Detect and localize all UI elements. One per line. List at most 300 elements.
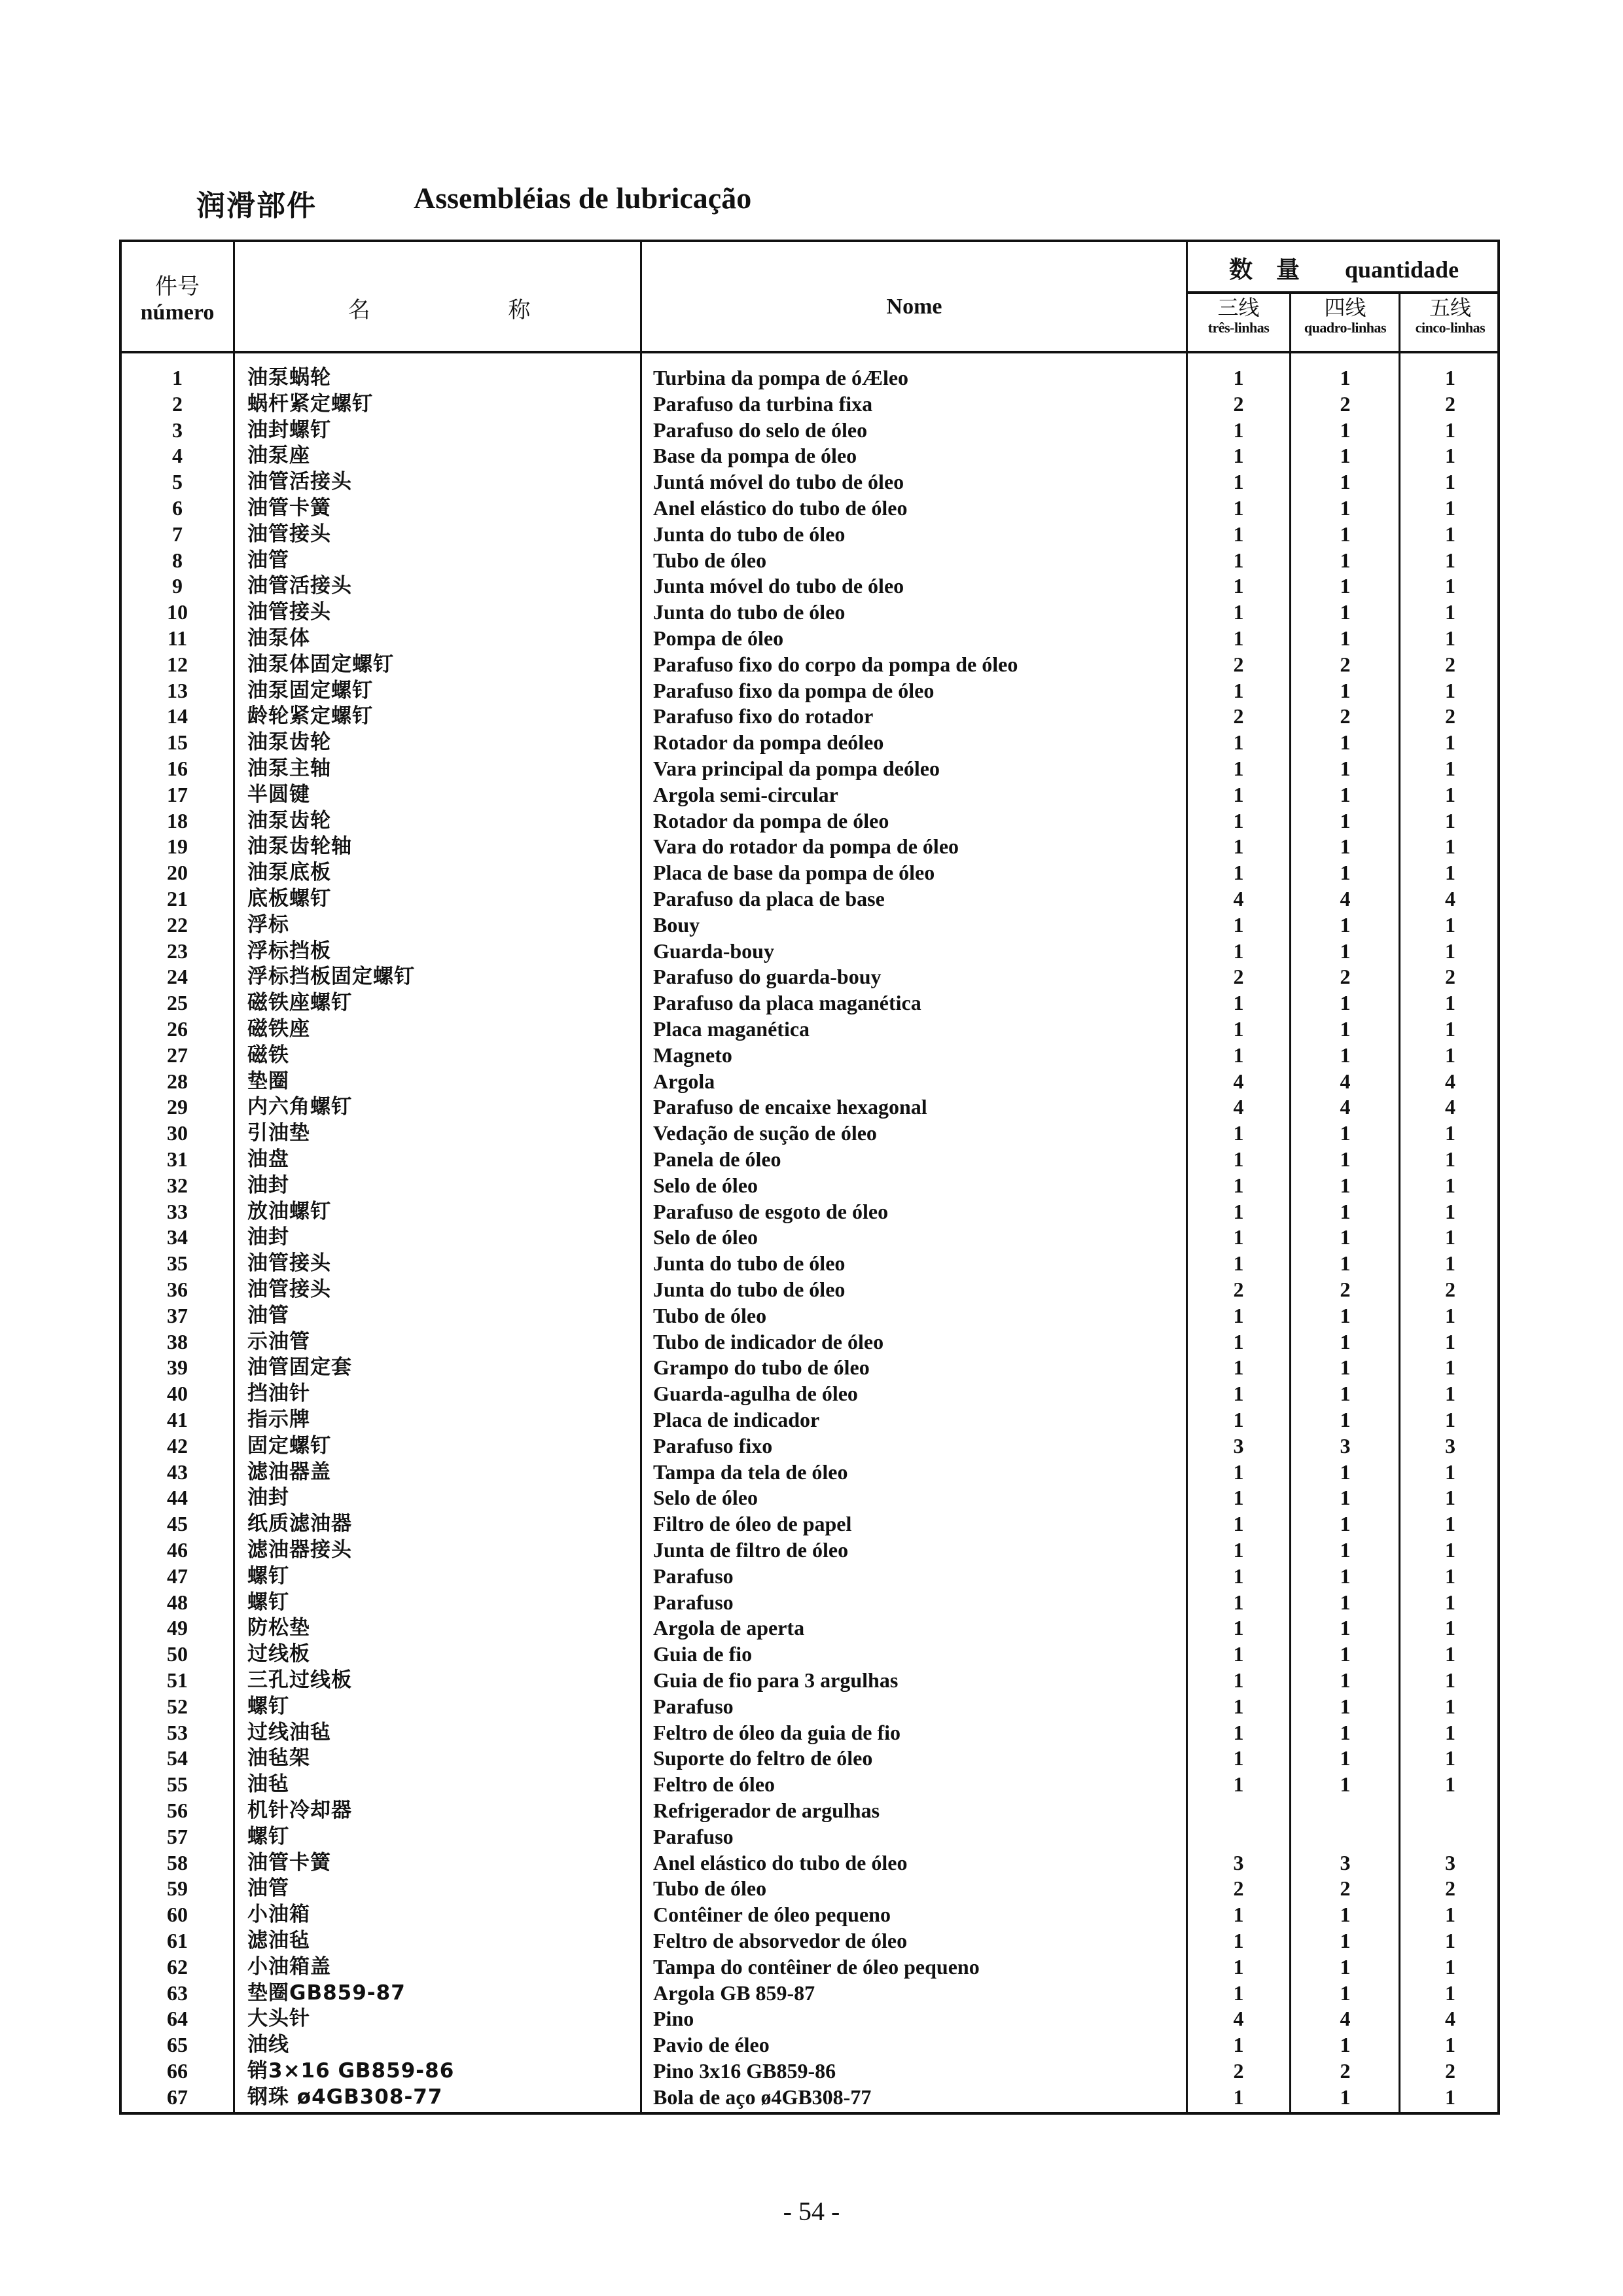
part-number: 5 [172, 470, 183, 494]
table-row [122, 573, 1497, 600]
qty-quadro-linhas: 1 [1340, 444, 1351, 468]
part-name-cn: 螺钉 [247, 1824, 289, 1848]
qty-tres-linhas: 1 [1233, 1121, 1244, 1145]
qty-quadro-linhas: 1 [1340, 1173, 1351, 1197]
table-row [122, 495, 1497, 522]
part-number: 45 [167, 1512, 188, 1536]
qty-tres-linhas: 1 [1233, 496, 1244, 520]
qty-cinco-linhas: 1 [1445, 496, 1455, 520]
page-number: - 54 - [783, 2197, 840, 2226]
qty-quadro-linhas: 2 [1340, 704, 1351, 728]
qty-cinco-linhas: 1 [1445, 834, 1455, 859]
part-name-cn: 油泵体 [247, 626, 310, 650]
part-name-pt: Parafuso da turbina fixa [653, 391, 873, 416]
part-name-cn: 浮标 [247, 912, 289, 937]
part-number: 19 [167, 834, 188, 859]
table-row [122, 808, 1497, 834]
part-number: 26 [167, 1017, 188, 1041]
part-number: 7 [172, 522, 183, 546]
part-name-cn: 垫圈GB859-87 [247, 1981, 406, 2005]
part-name-cn: 油毡 [247, 1772, 289, 1797]
qty-tres-linhas: 1 [1233, 1303, 1244, 1327]
qty-cinco-linhas: 1 [1445, 1668, 1455, 1692]
qty-tres-linhas: 2 [1233, 391, 1244, 416]
part-number: 53 [167, 1720, 188, 1744]
qty-quadro-linhas: 1 [1340, 757, 1351, 780]
part-number: 37 [167, 1303, 188, 1327]
part-name-cn: 钢珠 ø4GB308-77 [247, 2085, 443, 2109]
qty-tres-linhas: 1 [1233, 1486, 1244, 1510]
qty-quadro-linhas: 1 [1340, 1147, 1351, 1171]
part-name-cn: 滤油毡 [247, 1929, 310, 1952]
part-name-cn: 油管卡簧 [247, 1850, 331, 1874]
qty-quadro-linhas: 1 [1340, 2033, 1351, 2057]
part-number: 48 [167, 1590, 188, 1614]
part-name-pt: Selo de óleo [653, 1486, 758, 1510]
qty-quadro-linhas: 2 [1340, 2059, 1351, 2083]
qty-cinco-linhas: 1 [1445, 1355, 1455, 1380]
part-name-cn: 小油箱 [247, 1903, 310, 1927]
part-name-pt: Parafuso fixo da pompa de óleo [653, 678, 935, 702]
table-row [122, 1251, 1497, 1277]
qty-quadro-linhas: 1 [1340, 1746, 1351, 1770]
part-name-cn: 内六角螺钉 [247, 1095, 352, 1119]
qty-cinco-linhas: 1 [1445, 1251, 1455, 1276]
part-name-pt: Guia de fio para 3 argulhas [653, 1668, 899, 1692]
qty-tres-linhas: 1 [1233, 1929, 1244, 1952]
part-name-pt: Parafuso da placa de base [653, 887, 885, 910]
qty-quadro-linhas: 1 [1340, 1564, 1351, 1588]
qty-quadro-linhas: 1 [1340, 1772, 1351, 1797]
part-number: 12 [167, 652, 188, 676]
qty-tres-linhas: 1 [1233, 1564, 1244, 1588]
qty-cinco-linhas: 1 [1445, 1981, 1455, 2005]
header-cinco-pt: cinco-linhas [1415, 319, 1486, 336]
qty-quadro-linhas: 1 [1340, 366, 1351, 389]
qty-cinco-linhas: 1 [1445, 1954, 1455, 1979]
table-row [122, 2006, 1497, 2032]
part-name-cn: 浮标挡板 [247, 939, 331, 963]
part-name-pt: Refrigerador de argulhas [653, 1799, 880, 1822]
table-row [122, 1485, 1497, 1511]
table-row [122, 1902, 1497, 1928]
qty-cinco-linhas: 2 [1445, 1876, 1455, 1901]
table-row [122, 1954, 1497, 1981]
part-number: 4 [172, 444, 183, 468]
qty-tres-linhas: 1 [1233, 757, 1244, 780]
header-number-pt: número [140, 300, 215, 325]
part-name-pt: Parafuso de esgoto de óleo [653, 1199, 889, 1223]
part-number: 25 [167, 991, 188, 1015]
part-name-pt: Guarda-bouy [653, 939, 774, 963]
part-name-cn: 纸质滤油器 [247, 1512, 352, 1536]
table-row [122, 391, 1497, 418]
table-row [122, 443, 1497, 469]
qty-tres-linhas: 1 [1233, 861, 1244, 885]
part-name-pt: Pavio de éleo [653, 2033, 770, 2057]
header-quantity-cn: 数 量 [1228, 257, 1300, 283]
header-quadro-linhas [1291, 296, 1399, 336]
qty-cinco-linhas: 1 [1445, 1017, 1455, 1041]
qty-cinco-linhas: 1 [1445, 1147, 1455, 1171]
header-nome: Nome [886, 295, 942, 319]
part-name-cn: 油毡架 [247, 1746, 310, 1770]
part-name-cn: 油管活接头 [247, 574, 352, 598]
table-row [122, 1511, 1497, 1537]
table-row [122, 1277, 1497, 1303]
part-name-pt: Feltro de óleo [653, 1772, 776, 1797]
qty-tres-linhas: 1 [1233, 1903, 1244, 1927]
table-row [122, 860, 1497, 886]
part-number: 50 [167, 1642, 188, 1666]
part-number: 67 [167, 2085, 188, 2109]
table-row [122, 678, 1497, 704]
part-name-cn: 油封螺钉 [247, 418, 331, 442]
part-number: 33 [167, 1199, 188, 1223]
part-name-pt: Argola [653, 1069, 715, 1093]
part-name-pt: Junta de filtro de óleo [653, 1538, 849, 1562]
qty-cinco-linhas: 2 [1445, 652, 1455, 676]
table-row [122, 1016, 1497, 1043]
header-tres-cn: 三线 [1217, 295, 1260, 320]
qty-quadro-linhas: 3 [1340, 1433, 1351, 1458]
part-name-cn: 过线板 [247, 1642, 310, 1666]
qty-tres-linhas: 4 [1233, 1095, 1244, 1119]
table-row [122, 1043, 1497, 1069]
qty-tres-linhas: 1 [1233, 782, 1244, 806]
part-name-cn: 半圆键 [247, 782, 310, 806]
qty-quadro-linhas: 1 [1340, 1954, 1351, 1979]
qty-tres-linhas: 1 [1233, 912, 1244, 937]
part-name-cn: 三孔过线板 [247, 1668, 352, 1692]
part-name-cn: 油封 [247, 1225, 289, 1249]
part-name-cn: 油泵固定螺钉 [247, 678, 373, 702]
qty-tres-linhas: 2 [1233, 965, 1244, 989]
qty-tres-linhas: 1 [1233, 522, 1244, 546]
table-row [122, 834, 1497, 860]
part-name-cn: 油盘 [247, 1147, 289, 1171]
qty-cinco-linhas: 2 [1445, 704, 1455, 728]
qty-tres-linhas: 1 [1233, 418, 1244, 442]
part-name-pt: Junta do tubo de óleo [653, 600, 846, 624]
table-row [122, 1121, 1497, 1147]
qty-tres-linhas: 1 [1233, 1981, 1244, 2005]
part-name-cn: 过线油毡 [247, 1720, 331, 1744]
qty-cinco-linhas: 1 [1445, 626, 1455, 650]
part-name-pt: Placa de indicador [653, 1408, 820, 1431]
qty-tres-linhas: 1 [1233, 2033, 1244, 2057]
part-number: 17 [167, 782, 188, 806]
part-number: 29 [167, 1095, 188, 1119]
qty-cinco-linhas: 1 [1445, 1720, 1455, 1744]
qty-cinco-linhas: 1 [1445, 808, 1455, 833]
qty-tres-linhas: 1 [1233, 1017, 1244, 1041]
part-name-pt: Filtro de óleo de papel [653, 1512, 852, 1536]
qty-cinco-linhas: 1 [1445, 861, 1455, 885]
part-number: 27 [167, 1043, 188, 1067]
qty-tres-linhas: 1 [1233, 1642, 1244, 1666]
header-number-cn: 件号 [155, 274, 200, 300]
part-name-pt: Rotador da pompa deóleo [653, 730, 884, 755]
part-number: 35 [167, 1251, 188, 1276]
part-number: 28 [167, 1069, 188, 1093]
part-number: 40 [167, 1382, 188, 1406]
qty-cinco-linhas: 1 [1445, 1929, 1455, 1952]
part-name-pt: Rotador da pompa de óleo [653, 808, 889, 833]
part-name-cn: 小油箱盖 [247, 1954, 331, 1979]
qty-tres-linhas: 1 [1233, 1616, 1244, 1640]
part-name-pt: Bouy [653, 912, 700, 937]
part-name-cn: 固定螺钉 [247, 1433, 331, 1458]
qty-quadro-linhas: 2 [1340, 1876, 1351, 1901]
part-number: 8 [172, 548, 183, 572]
table-row [122, 1928, 1497, 1954]
qty-quadro-linhas: 1 [1340, 1251, 1351, 1276]
table-row [122, 548, 1497, 574]
part-number: 43 [167, 1460, 188, 1484]
qty-tres-linhas: 1 [1233, 1694, 1244, 1718]
part-name-cn: 油封 [247, 1486, 289, 1510]
part-name-cn: 油封 [247, 1173, 289, 1197]
qty-quadro-linhas: 1 [1340, 1460, 1351, 1484]
part-number: 13 [167, 678, 188, 702]
part-name-cn: 油管卡簧 [247, 496, 331, 520]
qty-quadro-linhas: 1 [1340, 2085, 1351, 2109]
qty-quadro-linhas: 1 [1340, 1329, 1351, 1354]
part-name-pt: Tampa do contêiner de óleo pequeno [653, 1954, 980, 1979]
qty-quadro-linhas: 1 [1340, 1225, 1351, 1249]
header-quadro-cn: 四线 [1324, 295, 1366, 320]
part-number: 57 [167, 1824, 188, 1848]
part-name-pt: Argola GB 859-87 [653, 1981, 815, 2005]
qty-cinco-linhas: 1 [1445, 757, 1455, 780]
part-name-pt: Vedação de sução de óleo [653, 1121, 877, 1145]
part-name-pt: Pino [653, 2007, 694, 2031]
table-row [122, 782, 1497, 808]
qty-tres-linhas: 1 [1233, 574, 1244, 598]
qty-quadro-linhas: 1 [1340, 1590, 1351, 1614]
qty-cinco-linhas: 1 [1445, 444, 1455, 468]
qty-quadro-linhas: 2 [1340, 1278, 1351, 1301]
part-name-cn: 引油垫 [247, 1121, 310, 1145]
qty-tres-linhas: 1 [1233, 1590, 1244, 1614]
qty-tres-linhas: 1 [1233, 1382, 1244, 1406]
part-number: 6 [172, 496, 183, 520]
table-row [122, 1590, 1497, 1616]
table-row [122, 990, 1497, 1016]
qty-quadro-linhas: 1 [1340, 861, 1351, 885]
qty-cinco-linhas: 1 [1445, 1694, 1455, 1718]
qty-cinco-linhas: 1 [1445, 912, 1455, 937]
part-name-cn: 油管接头 [247, 1251, 331, 1276]
table-row [122, 1460, 1497, 1486]
qty-tres-linhas: 1 [1233, 1251, 1244, 1276]
qty-quadro-linhas: 1 [1340, 548, 1351, 572]
part-number: 18 [167, 808, 188, 833]
part-name-cn: 油泵主轴 [247, 757, 331, 780]
part-name-pt: Argola de aperta [653, 1616, 805, 1640]
table-row [122, 418, 1497, 444]
part-number: 64 [167, 2007, 188, 2031]
qty-tres-linhas: 1 [1233, 626, 1244, 650]
table-row [122, 1069, 1497, 1095]
table-row [122, 522, 1497, 548]
part-name-pt: Pino 3x16 GB859-86 [653, 2059, 836, 2083]
qty-cinco-linhas: 1 [1445, 1408, 1455, 1431]
qty-quadro-linhas: 1 [1340, 470, 1351, 494]
qty-tres-linhas: 2 [1233, 1876, 1244, 1901]
part-name-pt: Junta do tubo de óleo [653, 1251, 846, 1276]
table-row [122, 886, 1497, 912]
part-name-pt: Parafuso fixo do corpo da pompa de óleo [653, 652, 1018, 676]
part-number: 14 [167, 704, 188, 728]
qty-cinco-linhas: 1 [1445, 600, 1455, 624]
qty-quadro-linhas: 1 [1340, 496, 1351, 520]
part-name-cn: 油泵齿轮 [247, 808, 331, 833]
qty-tres-linhas: 1 [1233, 1512, 1244, 1536]
part-number: 61 [167, 1929, 188, 1952]
table-row [122, 1199, 1497, 1225]
qty-tres-linhas: 1 [1233, 730, 1244, 755]
part-number: 32 [167, 1173, 188, 1197]
qty-tres-linhas: 1 [1233, 1772, 1244, 1797]
part-number: 30 [167, 1121, 188, 1145]
part-name-pt: Magneto [653, 1043, 732, 1067]
table-row [122, 1615, 1497, 1641]
qty-quadro-linhas: 1 [1340, 626, 1351, 650]
part-number: 39 [167, 1355, 188, 1380]
part-name-cn: 机针冷却器 [247, 1799, 352, 1822]
part-name-cn: 油泵座 [247, 444, 310, 468]
qty-tres-linhas: 1 [1233, 548, 1244, 572]
part-name-cn: 螺钉 [247, 1590, 289, 1614]
part-number: 66 [167, 2059, 188, 2083]
qty-cinco-linhas: 1 [1445, 1590, 1455, 1614]
part-name-cn: 油管固定套 [247, 1355, 352, 1380]
part-name-cn: 油泵齿轮 [247, 730, 331, 755]
table-row [122, 1668, 1497, 1694]
part-name-pt: Placa maganética [653, 1017, 810, 1041]
qty-quadro-linhas: 1 [1340, 678, 1351, 702]
qty-tres-linhas: 1 [1233, 808, 1244, 833]
part-name-pt: Parafuso [653, 1824, 734, 1848]
part-name-pt: Junta do tubo de óleo [653, 522, 846, 546]
qty-tres-linhas: 3 [1233, 1850, 1244, 1874]
part-name-cn: 指示牌 [247, 1408, 310, 1431]
part-name-pt: Juntá móvel do tubo de óleo [653, 470, 904, 494]
part-number: 36 [167, 1278, 188, 1301]
part-number: 9 [172, 574, 183, 598]
qty-quadro-linhas: 1 [1340, 1303, 1351, 1327]
qty-tres-linhas: 2 [1233, 1278, 1244, 1301]
part-name-cn: 磁铁 [247, 1043, 289, 1067]
table-row [122, 1225, 1497, 1251]
part-number: 59 [167, 1876, 188, 1901]
part-number: 54 [167, 1746, 188, 1770]
qty-quadro-linhas: 1 [1340, 1043, 1351, 1067]
part-name-cn: 大头针 [247, 2007, 310, 2031]
qty-cinco-linhas: 1 [1445, 678, 1455, 702]
part-name-cn: 油线 [247, 2033, 289, 2057]
qty-cinco-linhas: 1 [1445, 730, 1455, 755]
part-name-pt: Selo de óleo [653, 1173, 758, 1197]
part-number: 58 [167, 1850, 188, 1874]
qty-tres-linhas: 1 [1233, 834, 1244, 859]
qty-cinco-linhas: 4 [1445, 2007, 1455, 2031]
part-name-pt: Parafuso [653, 1694, 734, 1718]
qty-cinco-linhas: 1 [1445, 1199, 1455, 1223]
table-row [122, 1433, 1497, 1460]
part-name-cn: 油管接头 [247, 1278, 331, 1301]
part-name-pt: Junta do tubo de óleo [653, 1278, 846, 1301]
qty-cinco-linhas: 1 [1445, 1642, 1455, 1666]
qty-cinco-linhas: 1 [1445, 991, 1455, 1015]
part-name-pt: Parafuso do selo de óleo [653, 418, 868, 442]
qty-quadro-linhas: 1 [1340, 1616, 1351, 1640]
part-name-cn: 螺钉 [247, 1694, 289, 1718]
qty-tres-linhas: 2 [1233, 652, 1244, 676]
qty-tres-linhas: 1 [1233, 444, 1244, 468]
header-number [122, 268, 233, 325]
part-name-cn: 螺钉 [247, 1564, 289, 1588]
table-row [122, 600, 1497, 626]
qty-cinco-linhas: 4 [1445, 1095, 1455, 1119]
table-row [122, 912, 1497, 939]
part-name-cn: 垫圈 [247, 1069, 289, 1093]
qty-tres-linhas: 1 [1233, 600, 1244, 624]
section-title-portuguese: Assembléias de lubricação [414, 181, 752, 215]
qty-cinco-linhas: 1 [1445, 1173, 1455, 1197]
section-title-chinese: 润滑部件 [196, 189, 317, 223]
qty-quadro-linhas: 1 [1340, 1355, 1351, 1380]
qty-tres-linhas: 4 [1233, 887, 1244, 910]
part-name-cn: 销3×16 GB859-86 [247, 2059, 455, 2083]
qty-cinco-linhas: 1 [1445, 1382, 1455, 1406]
qty-cinco-linhas: 1 [1445, 1512, 1455, 1536]
part-number: 31 [167, 1147, 188, 1171]
qty-quadro-linhas: 1 [1340, 1668, 1351, 1692]
part-name-cn: 油泵齿轮轴 [247, 834, 352, 859]
table-row [122, 1824, 1497, 1850]
qty-cinco-linhas: 1 [1445, 939, 1455, 963]
table-row [122, 365, 1497, 391]
qty-quadro-linhas: 1 [1340, 1981, 1351, 2005]
part-name-pt: Tubo de óleo [653, 1303, 767, 1327]
qty-quadro-linhas: 4 [1340, 1095, 1351, 1119]
qty-cinco-linhas: 1 [1445, 1486, 1455, 1510]
part-number: 1 [172, 366, 183, 389]
qty-cinco-linhas: 1 [1445, 1329, 1455, 1354]
table-row [122, 964, 1497, 990]
part-number: 15 [167, 730, 188, 755]
qty-cinco-linhas: 1 [1445, 1538, 1455, 1562]
qty-quadro-linhas: 1 [1340, 1199, 1351, 1223]
part-name-cn: 滤油器接头 [247, 1538, 352, 1562]
header-bottom-line [122, 351, 1497, 353]
header-quantity-pt: quantidade [1344, 257, 1459, 283]
qty-quadro-linhas: 1 [1340, 418, 1351, 442]
qty-cinco-linhas: 1 [1445, 2085, 1455, 2109]
qty-quadro-linhas: 1 [1340, 1903, 1351, 1927]
header-quantity [1188, 251, 1500, 285]
qty-cinco-linhas: 4 [1445, 1069, 1455, 1093]
table-row [122, 1981, 1497, 2007]
qty-cinco-linhas: 1 [1445, 1746, 1455, 1770]
part-name-cn: 磁铁座螺钉 [247, 991, 352, 1015]
part-name-pt: Argola semi-circular [653, 782, 838, 806]
qty-tres-linhas: 1 [1233, 470, 1244, 494]
part-name-pt: Tampa da tela de óleo [653, 1460, 848, 1484]
